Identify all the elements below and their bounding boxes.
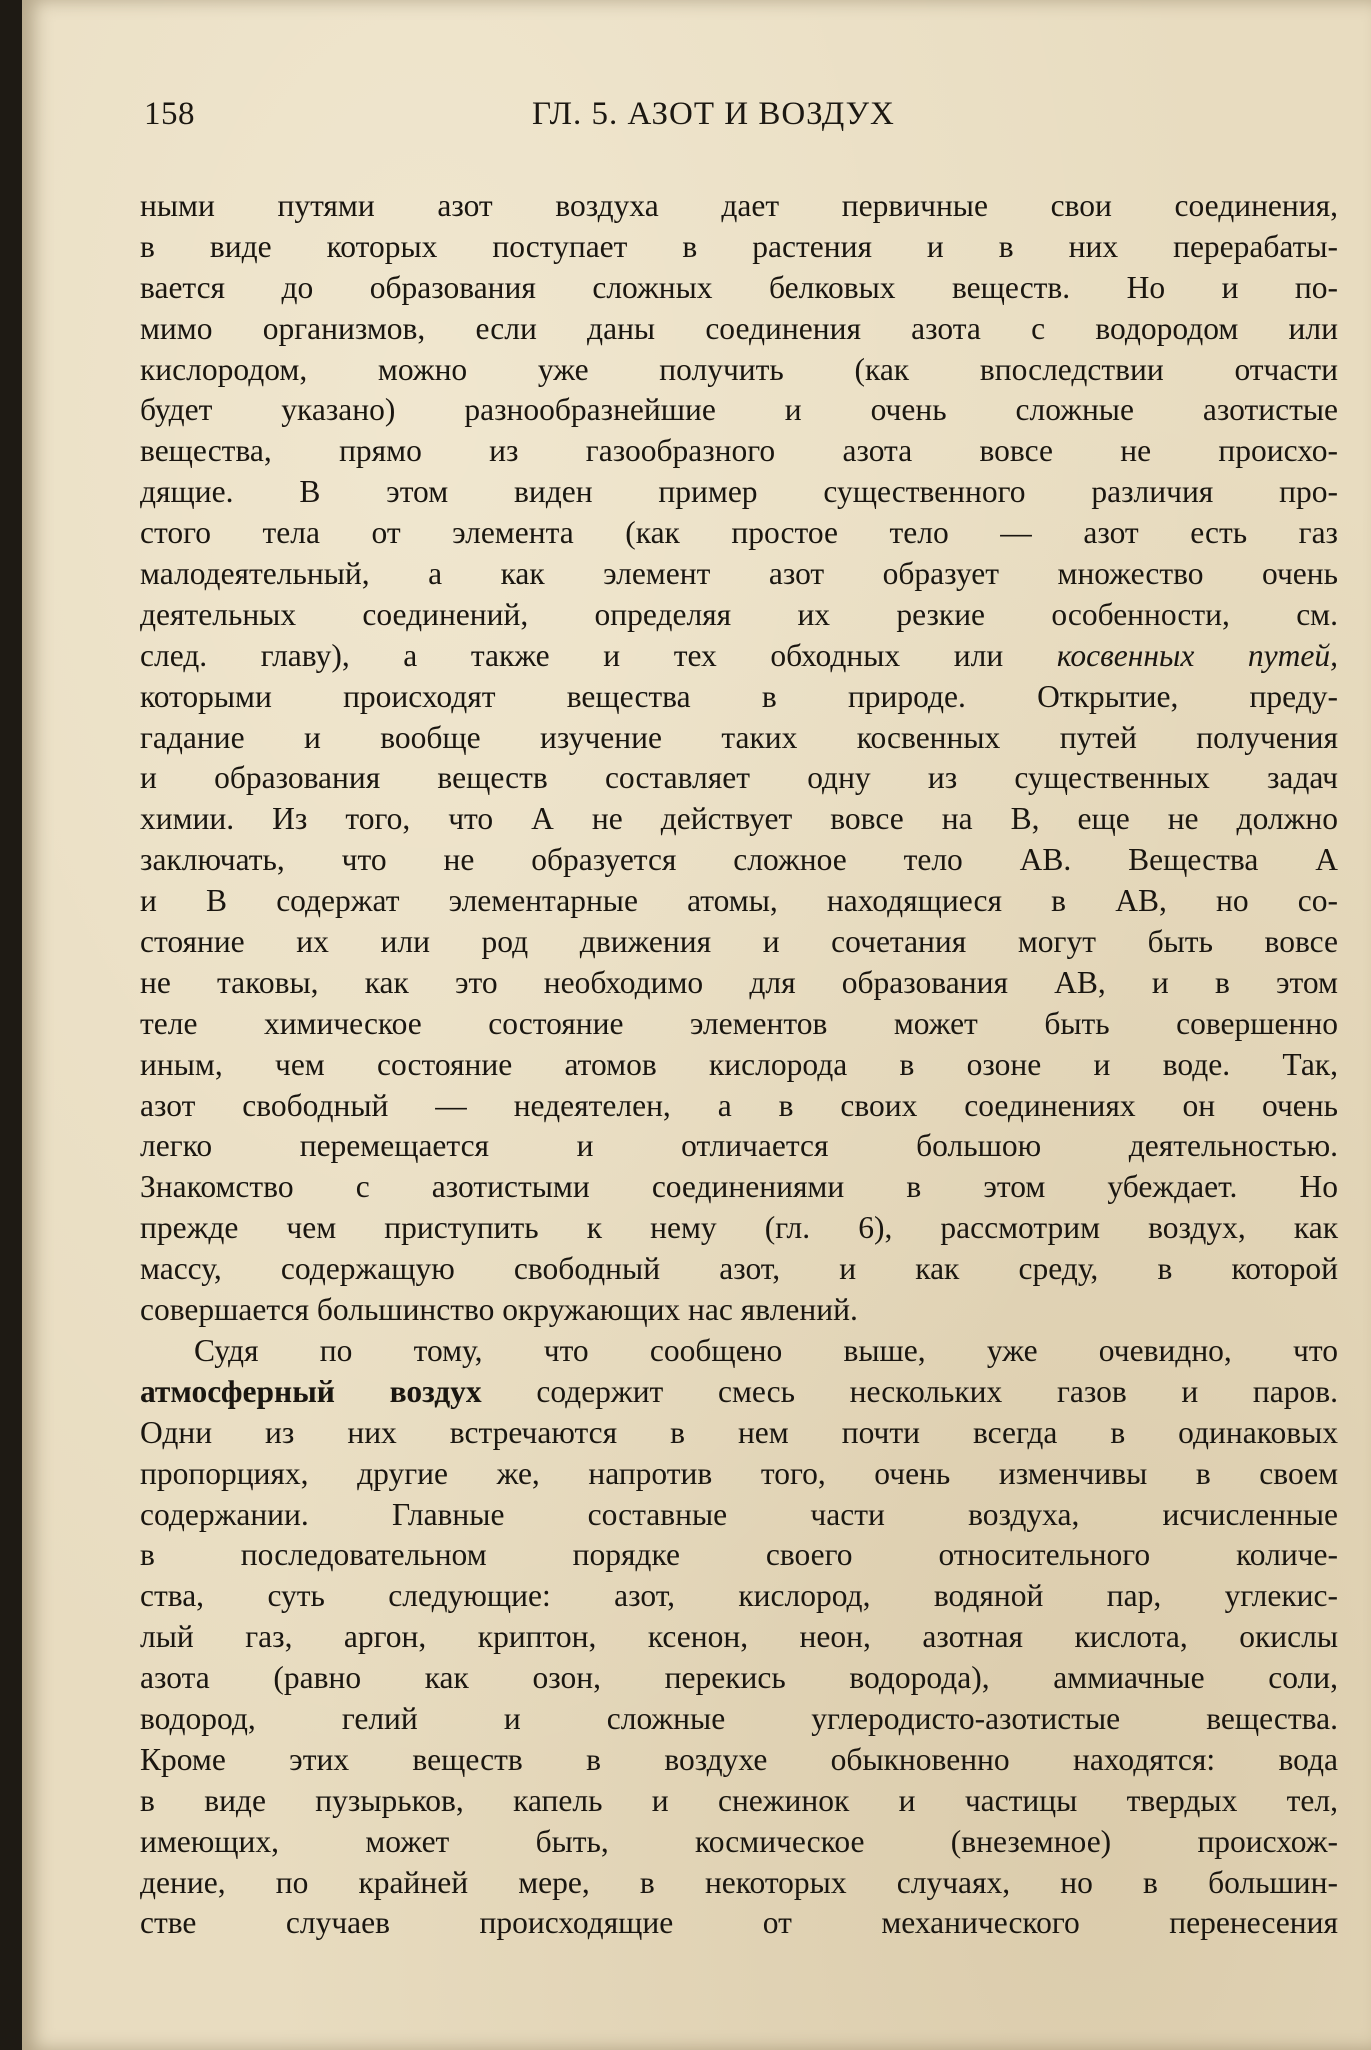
text-line: содержании. Главные составные части воздуха, исчисленные xyxy=(140,1496,1338,1532)
text-line: Одни из них встречаются в нем почти всегда в одинаковых xyxy=(140,1414,1338,1450)
text-line: заключать, что не образуется сложное тело АВ. Вещества А xyxy=(140,842,1338,878)
line-text: след. главу), а также и тех обходных или xyxy=(140,637,1004,673)
page-header xyxy=(144,96,1339,140)
text-line: химии. Из того, что А не действует вовсе на В, еще не должно xyxy=(140,801,1338,837)
book-page xyxy=(22,0,1371,2050)
text-line: теле химическое состояние элементов может быть совершенно xyxy=(140,1005,1338,1041)
text-line: в последовательном порядке своего относительного количе- xyxy=(140,1537,1338,1573)
text-line: стояние их или род движения и сочетания могут быть вовсе xyxy=(140,924,1338,960)
text-line: мимо организмов, если даны соединения азота с водородом или xyxy=(140,310,1338,346)
text-line: ными путями азот воздуха дает первичные свои соединения, xyxy=(140,188,1338,223)
text-line: малодеятельный, а как элемент азот образует множество очень xyxy=(140,556,1338,592)
text-line: деятельных соединений, определяя их резкие особенности, см. xyxy=(140,596,1338,632)
text-line-with-italic xyxy=(140,636,1338,677)
text-line: прежде чем приступить к нему (гл. 6), рассмотрим воздух, как xyxy=(140,1210,1338,1246)
text-line: дящие. В этом виден пример существенного различия про- xyxy=(140,474,1338,510)
text-line: Знакомство с азотистыми соединениями в этом убеждает. Но xyxy=(140,1169,1338,1205)
text-line: и В содержат элементарные атомы, находящиеся в АВ, но со- xyxy=(140,883,1338,919)
text-line: стого тела от элемента (как простое тело — азот есть газ xyxy=(140,515,1338,551)
page-number: 158 xyxy=(144,96,195,132)
text-line: азот свободный — недеятелен, а в своих соединениях он очень xyxy=(140,1087,1338,1123)
text-line: дение, по крайней мере, в некоторых случаях, но в большин- xyxy=(140,1864,1338,1900)
text-line: будет указано) разнообразнейшие и очень сложные азотистые xyxy=(140,392,1338,428)
text-line: которыми происходят вещества в природе. Открытие, преду- xyxy=(140,678,1338,714)
text-line: иным, чем состояние атомов кислорода в озоне и воде. Так, xyxy=(140,1046,1338,1082)
text-line: стве случаев происходящие от механического перенесения xyxy=(140,1905,1338,1941)
text-line: лый газ, аргон, криптон, ксенон, неон, азотная кислота, окислы xyxy=(140,1619,1338,1655)
text-line: в виде пузырьков, капель и снежинок и частицы твердых тел, xyxy=(140,1782,1338,1818)
text-line-indented: Судя по тому, что сообщено выше, уже очевидно, что xyxy=(194,1332,1338,1368)
text-line: азота (равно как озон, перекись водорода), аммиачные соли, xyxy=(140,1660,1338,1696)
text-line: вещества, прямо из газообразного азота вовсе не происхо- xyxy=(140,433,1338,469)
text-line-paragraph-end: совершается большинство окружающих нас явлений. xyxy=(140,1292,858,1328)
text-line: в виде которых поступает в растения и в них перерабаты- xyxy=(140,228,1338,264)
text-line: Кроме этих веществ в воздухе обыкновенно находятся: вода xyxy=(140,1741,1338,1777)
text-line: легко перемещается и отличается большою деятельностью. xyxy=(140,1128,1338,1164)
text-line-with-bold-term xyxy=(140,1372,1338,1413)
body-text xyxy=(140,186,1338,1944)
text-line: вается до образования сложных белковых веществ. Но и по- xyxy=(140,269,1338,305)
running-head: ГЛ. 5. АЗОТ И ВОЗДУХ xyxy=(532,96,895,132)
text-line: имеющих, может быть, космическое (внеземное) происхож- xyxy=(140,1823,1338,1859)
text-line: кислородом, можно уже получить (как впоследствии отчасти xyxy=(140,351,1338,387)
italic-phrase: косвенных путей, xyxy=(1056,637,1339,673)
text-line: и образования веществ составляет одну из существенных задач xyxy=(140,760,1338,796)
text-line: водород, гелий и сложные углеродисто-азотистые вещества. xyxy=(140,1700,1338,1736)
text-line: ства, суть следующие: азот, кислород, водяной пар, углекис- xyxy=(140,1578,1338,1614)
line-text: содержит смесь нескольких газов и паров. xyxy=(536,1373,1338,1409)
bold-term: атмосферный воздух xyxy=(140,1373,482,1409)
text-line: гадание и вообще изучение таких косвенных путей получения xyxy=(140,719,1338,755)
text-line: массу, содержащую свободный азот, и как среду, в которой xyxy=(140,1251,1338,1287)
text-line: не таковы, как это необходимо для образования АВ, и в этом xyxy=(140,964,1338,1000)
text-line: пропорциях, другие же, напротив того, очень изменчивы в своем xyxy=(140,1455,1338,1491)
